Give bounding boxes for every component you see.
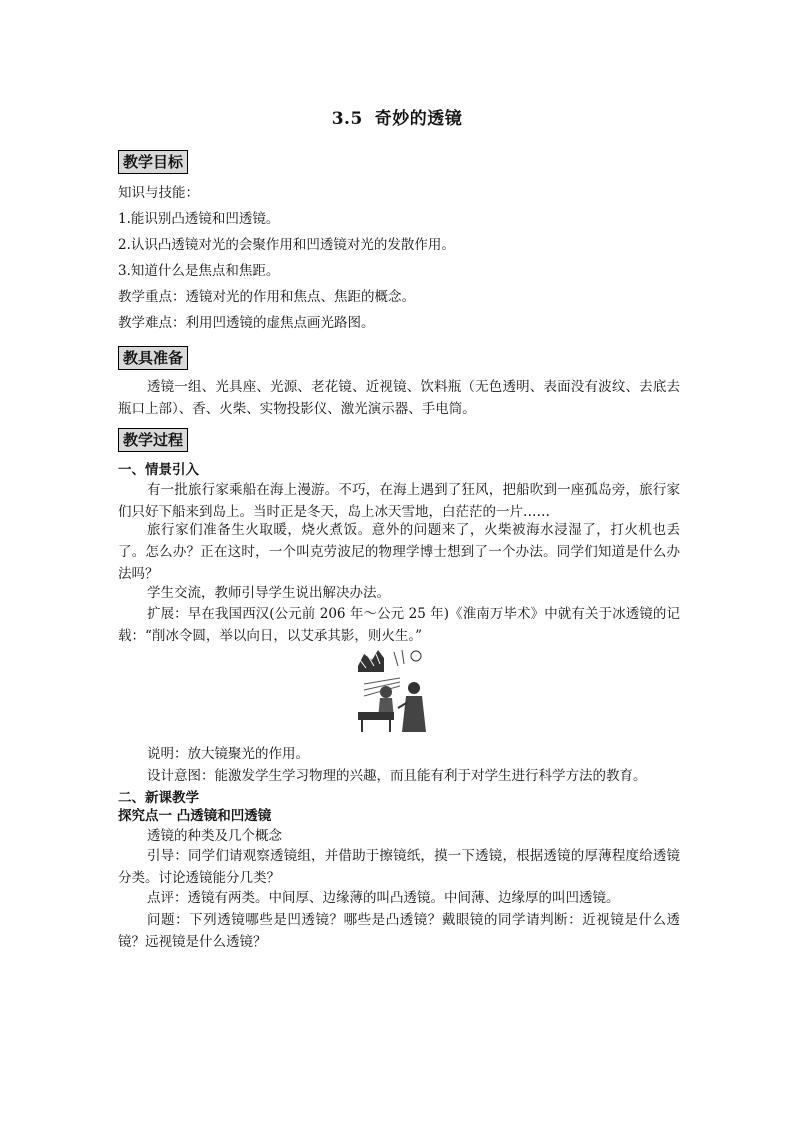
goal-item-3: 3.知道什么是焦点和焦距。 <box>118 263 280 279</box>
key-point: 教学重点：透镜对光的作用和焦点、焦距的概念。 <box>118 289 415 305</box>
lens-types-subheading: 透镜的种类及几个概念 <box>147 828 282 844</box>
ice-lens-illustration <box>354 646 434 736</box>
part2-heading: 二、新课教学 <box>118 790 199 806</box>
student-exchange: 学生交流，教师引导学生说出解决办法。 <box>147 585 390 601</box>
explore-point-1: 探究点一 凸透镜和凹透镜 <box>118 808 272 824</box>
story-paragraph-1: 有一批旅行家乘船在海上漫游。不巧，在海上遇到了狂风，把船吹到一座孤岛旁，旅行家们只好下船来到岛上。当时正是冬天，岛上冰天雪地，白茫茫的一片…… <box>118 482 680 520</box>
goal-item-2: 2.认识凸透镜对光的会聚作用和凹透镜对光的发散作用。 <box>118 237 455 253</box>
goal-item-1: 1.能识别凸透镜和凹透镜。 <box>118 211 280 227</box>
story-paragraph-2: 旅行家们准备生火取暖，烧火煮饭。意外的问题来了，火柴被海水浸湿了，打火机也丢了。怎么办？正在这时，一个叫克劳波尼的物理学博士想到了一个办法。同学们知道是什么办法吗？ <box>118 522 680 582</box>
section-process: 教学过程 <box>118 428 188 452</box>
prep-text: 透镜一组、光具座、光源、老花镜、近视镜、饮料瓶（无色透明、表面没有波纹、去底去瓶口上部）、香、火柴、实物投影仪、激光演示器、手电筒。 <box>118 379 680 417</box>
title-text: 奇妙的透镜 <box>374 109 463 129</box>
difficulty: 教学难点：利用凹透镜的虚焦点画光路图。 <box>118 315 375 331</box>
design-intent: 设计意图：能激发学生学习物理的兴趣，而且能有利于对学生进行科学方法的教育。 <box>147 768 647 784</box>
title-number: 3.5 <box>331 109 363 129</box>
section-goals: 教学目标 <box>118 150 188 174</box>
guide-paragraph: 引导：同学们请观察透镜组，并借助于擦镜纸，摸一下透镜，根据透镜的厚薄程度给透镜分类。讨论透镜能分几类？ <box>118 848 680 886</box>
question-paragraph: 问题：下列透镜哪些是凹透镜？哪些是凸透镜？戴眼镜的同学请判断：近视镜是什么透镜？远视镜是什么透镜？ <box>118 912 680 950</box>
extension-paragraph: 扩展：早在我国西汉(公元前 206 年～公元 25 年)《淮南万毕术》中就有关于冰透镜的记载：“削冰令圆，举以向日，以艾承其影，则火生。” <box>118 606 680 644</box>
part1-heading: 一、情景引入 <box>118 462 199 478</box>
page-title <box>0 104 794 129</box>
comment-paragraph: 点评：透镜有两类。中间厚、边缘薄的叫凸透镜。中间薄、边缘厚的叫凹透镜。 <box>147 890 620 906</box>
figure-caption: 说明：放大镜聚光的作用。 <box>147 746 309 762</box>
section-prep: 教具准备 <box>118 346 188 370</box>
goals-heading: 知识与技能： <box>118 185 199 201</box>
